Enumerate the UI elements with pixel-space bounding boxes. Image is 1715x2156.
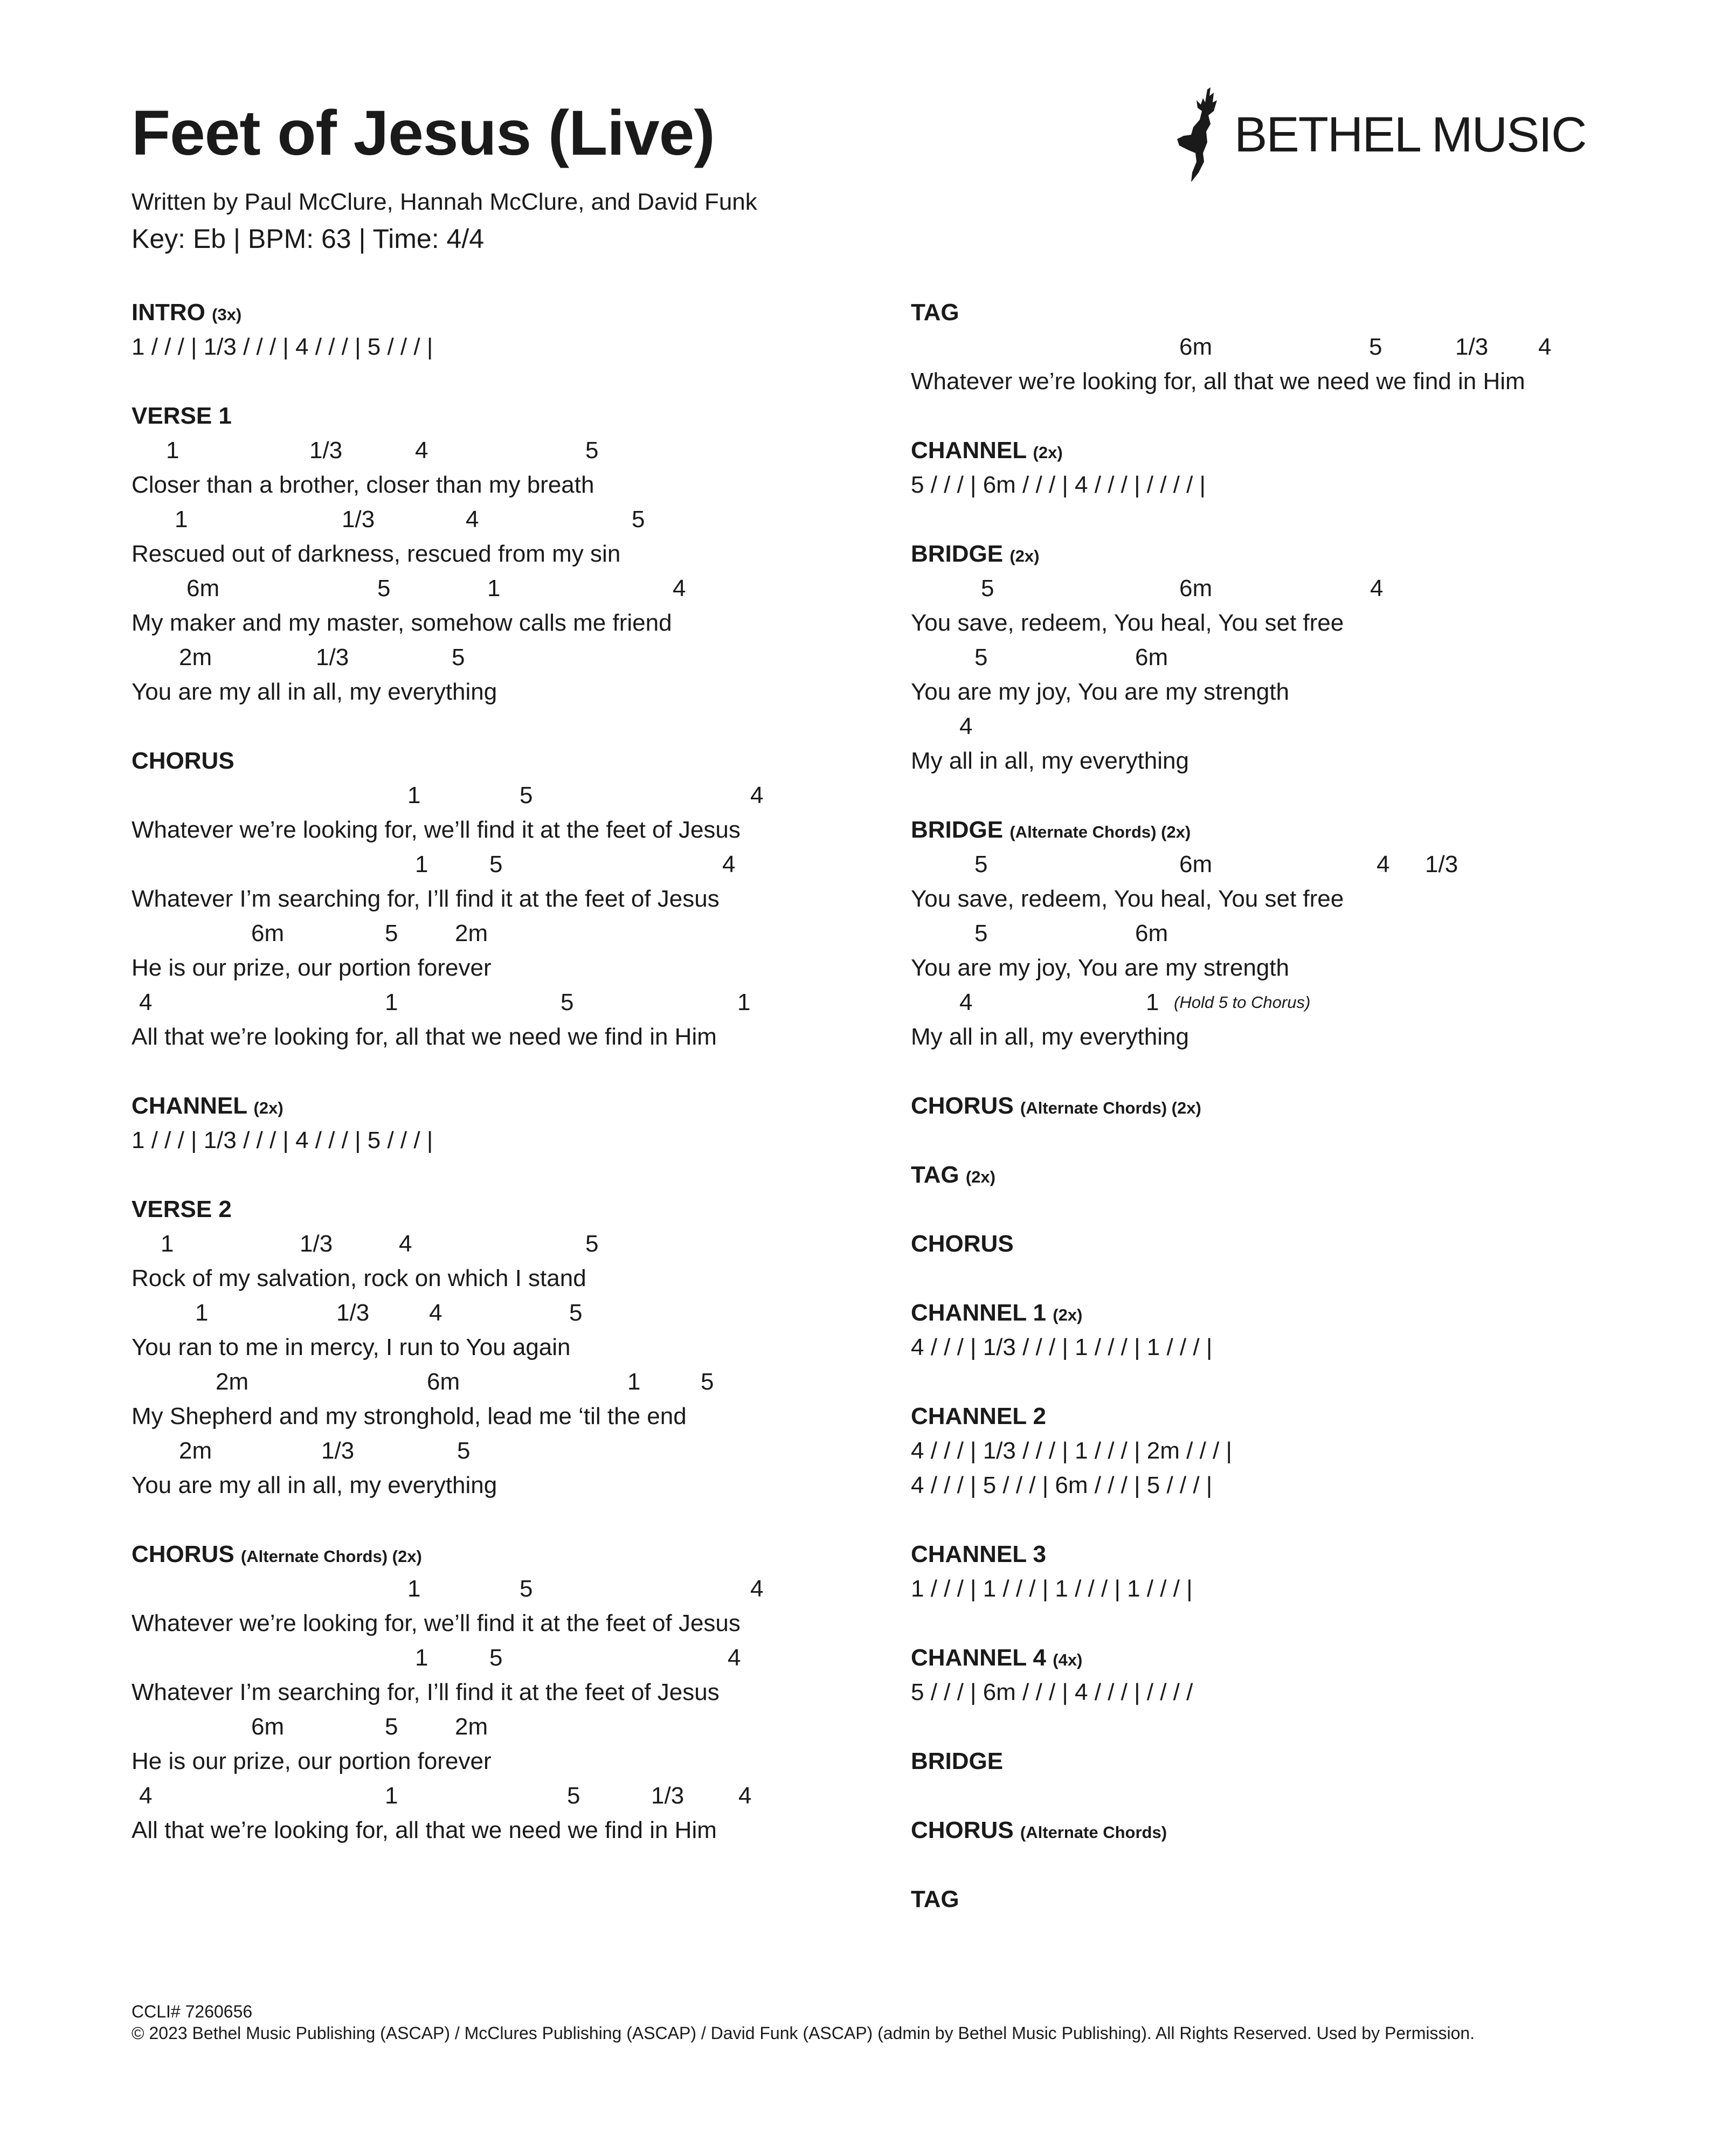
chord: 5 — [569, 1300, 583, 1326]
section-heading: CHORUS — [132, 748, 234, 774]
section-heading: CHANNEL (2x) — [911, 437, 1063, 464]
chord: 4 — [673, 575, 686, 602]
chord-line — [132, 1779, 886, 1813]
chord: 1/3 — [300, 1231, 333, 1257]
chord-line — [132, 847, 886, 882]
chord-line — [132, 916, 886, 951]
section-heading: CHANNEL 4 (4x) — [911, 1644, 1083, 1671]
performance-note: (Hold 5 to Chorus) — [1174, 993, 1311, 1012]
chord-line — [132, 571, 886, 606]
logo-wordmark: BETHEL MUSIC — [1234, 107, 1586, 162]
chord: 1 — [1146, 989, 1159, 1015]
section-channel-3 — [911, 1537, 1612, 1606]
section-bridge — [911, 537, 1612, 778]
chord-line — [132, 1572, 886, 1606]
chord: 5 — [974, 644, 988, 671]
section-intro — [132, 295, 886, 364]
lyric-line: You are my joy, You are my strength — [911, 679, 1289, 705]
chord: 1 — [737, 989, 751, 1015]
bar-chart-line: 5 / / / | 6m / / / | 4 / / / | / / / / | — [911, 472, 1206, 498]
bar-chart-line: 1 / / / | 1/3 / / / | 4 / / / | 5 / / / | — [132, 334, 433, 360]
chord: 4 — [959, 989, 973, 1015]
chord-line — [911, 985, 1612, 1020]
chord: 5 — [377, 575, 391, 602]
chord: 1 — [407, 782, 421, 808]
section-chorus-alt — [132, 1537, 886, 1848]
chord: 5 — [489, 1644, 503, 1671]
bar-chart-line: 5 / / / | 6m / / / | 4 / / / | / / / / — [911, 1679, 1193, 1705]
bar-chart-line: 4 / / / | 1/3 / / / | 1 / / / | 2m / / / | — [911, 1438, 1232, 1464]
section-heading: TAG — [911, 1886, 959, 1912]
lyric-line: All that we’re looking for, all that we need we find in Him — [132, 1817, 717, 1843]
chord: 5 — [520, 1575, 533, 1602]
section-heading: CHORUS (Alternate Chords) — [911, 1817, 1167, 1843]
stag-head-icon — [1175, 86, 1227, 183]
section-heading: TAG (2x) — [911, 1162, 995, 1188]
lyric-line: You are my joy, You are my strength — [911, 955, 1289, 981]
chord: 1/3 — [316, 644, 349, 671]
song-title: Feet of Jesus (Live) — [132, 98, 715, 169]
chord: 5 — [457, 1438, 471, 1464]
section-heading: CHORUS — [911, 1231, 1014, 1257]
chord-line — [132, 778, 886, 813]
chord: 5 — [567, 1782, 580, 1809]
chord-line — [911, 847, 1612, 882]
section-chorus-alt-2x — [911, 1089, 1612, 1123]
songwriters: Written by Paul McClure, Hannah McClure, and David Funk — [132, 189, 757, 215]
left-column — [132, 295, 886, 1882]
lyric-line: All that we’re looking for, all that we need we find in Him — [132, 1024, 717, 1050]
chord: 2m — [455, 1713, 488, 1740]
lyric-line: Whatever we’re looking for, we’ll find it at the feet of Jesus — [132, 1610, 741, 1636]
section-heading: CHORUS (Alternate Chords) (2x) — [911, 1093, 1201, 1119]
section-chorus-alt-end — [911, 1813, 1612, 1848]
lyric-line: He is our prize, our portion forever — [132, 955, 492, 981]
chord: 2m — [179, 644, 212, 671]
chord: 4 — [139, 1782, 153, 1809]
chord-line — [132, 1296, 886, 1330]
chord: 5 — [452, 644, 465, 671]
chord: 2m — [179, 1438, 212, 1464]
chord: 5 — [974, 851, 988, 877]
section-heading: VERSE 1 — [132, 403, 232, 429]
chord: 1/3 — [336, 1300, 370, 1326]
section-heading: BRIDGE — [911, 1748, 1004, 1774]
chord: 5 — [585, 437, 599, 464]
lyric-line: My maker and my master, somehow calls me friend — [132, 610, 672, 636]
bar-chart-line: 4 / / / | 1/3 / / / | 1 / / / | 1 / / / | — [911, 1334, 1213, 1360]
chord-line — [911, 916, 1612, 951]
chord: 5 — [1369, 334, 1382, 360]
chord: 5 — [585, 1231, 599, 1257]
chord: 1 — [166, 437, 179, 464]
chord: 5 — [520, 782, 533, 808]
chord-line — [132, 1227, 886, 1261]
chord: 1 — [385, 1782, 398, 1809]
chord-line — [911, 709, 1612, 744]
chord: 1 — [161, 1231, 174, 1257]
section-heading: CHORUS (Alternate Chords) (2x) — [132, 1541, 422, 1567]
chord-line — [132, 1434, 886, 1468]
bar-chart-line: 1 / / / | 1/3 / / / | 4 / / / | 5 / / / | — [132, 1127, 433, 1153]
section-channel — [132, 1089, 886, 1158]
section-heading: BRIDGE (Alternate Chords) (2x) — [911, 817, 1191, 843]
chord: 5 — [489, 851, 503, 877]
section-heading: BRIDGE (2x) — [911, 541, 1040, 567]
lyric-line: Rock of my salvation, rock on which I stand — [132, 1265, 586, 1291]
chord: 1 — [175, 506, 188, 533]
chord: 4 — [139, 989, 153, 1015]
key-bpm-time: Key: Eb | BPM: 63 | Time: 4/4 — [132, 224, 485, 254]
bethel-music-logo — [1175, 86, 1585, 183]
section-heading: CHANNEL 3 — [911, 1541, 1047, 1567]
section-heading: CHANNEL 1 (2x) — [911, 1300, 1083, 1326]
bar-chart-line: 1 / / / | 1 / / / | 1 / / / | 1 / / / | — [911, 1575, 1193, 1602]
chord: 5 — [385, 1713, 398, 1740]
chord: 1/3 — [342, 506, 375, 533]
chord: 6m — [251, 920, 285, 946]
lyric-line: My Shepherd and my stronghold, lead me ‘til the end — [132, 1403, 687, 1429]
chord-line — [132, 1641, 886, 1675]
chord: 1/3 — [1425, 851, 1458, 877]
section-tag-end — [911, 1882, 1612, 1917]
chord-line — [132, 502, 886, 537]
lyric-line: Whatever I’m searching for, I’ll find it at the feet of Jesus — [132, 1679, 720, 1705]
chord: 6m — [427, 1369, 460, 1395]
chord: 4 — [1538, 334, 1552, 360]
section-heading: VERSE 2 — [132, 1196, 232, 1222]
section-verse-2 — [132, 1192, 886, 1503]
lyric-line: Closer than a brother, closer than my breath — [132, 472, 594, 498]
chord: 4 — [429, 1300, 442, 1326]
chord: 6m — [1179, 851, 1213, 877]
lyric-line: He is our prize, our portion forever — [132, 1748, 492, 1774]
copyright-footer — [132, 2001, 1587, 2044]
chord: 5 — [974, 920, 988, 946]
chord: 5 — [701, 1369, 714, 1395]
lyric-line: Whatever I’m searching for, I’ll find it at the feet of Jesus — [132, 886, 720, 912]
chord: 1/3 — [321, 1438, 355, 1464]
chord-line — [132, 1710, 886, 1744]
section-bridge-alt — [911, 813, 1612, 1054]
chord: 4 — [1370, 575, 1384, 602]
lyric-line: My all in all, my everything — [911, 748, 1189, 774]
section-verse-1 — [132, 399, 886, 709]
chord: 4 — [399, 1231, 412, 1257]
section-channel-1 — [911, 1296, 1612, 1365]
chord: 5 — [385, 920, 398, 946]
section-channel-right — [911, 433, 1612, 502]
section-heading: TAG — [911, 299, 959, 326]
chord: 1/3 — [1455, 334, 1489, 360]
lyric-line: You ran to me in mercy, I run to You again — [132, 1334, 571, 1360]
chord: 6m — [186, 575, 220, 602]
chord: 6m — [1135, 644, 1168, 671]
chord: 4 — [959, 713, 973, 740]
chord: 5 — [632, 506, 645, 533]
lyric-line: You are my all in all, my everything — [132, 1472, 497, 1498]
chord: 4 — [415, 437, 428, 464]
section-heading: INTRO (3x) — [132, 299, 242, 326]
chord: 1 — [415, 1644, 428, 1671]
chord-line — [132, 985, 886, 1020]
chord: 1/3 — [651, 1782, 684, 1809]
section-tag — [911, 295, 1612, 399]
chord: 6m — [1179, 575, 1213, 602]
chord: 5 — [981, 575, 994, 602]
copyright-notice: © 2023 Bethel Music Publishing (ASCAP) / McClures Publishing (ASCAP) / David Funk (ASCAP) (admin by Bethel Music Publishing). All Rights Reserved. Used by Permission. — [132, 2023, 1475, 2043]
chord: 4 — [466, 506, 479, 533]
section-tag-2x — [911, 1158, 1612, 1192]
chord: 6m — [1135, 920, 1168, 946]
chord: 6m — [1179, 334, 1213, 360]
section-heading: CHANNEL (2x) — [132, 1093, 283, 1119]
right-column — [911, 295, 1612, 1951]
section-bridge-end — [911, 1744, 1612, 1779]
chord: 1 — [407, 1575, 421, 1602]
chord: 1 — [627, 1369, 641, 1395]
chord: 4 — [728, 1644, 741, 1671]
chord: 1 — [415, 851, 428, 877]
chord-line — [132, 433, 886, 468]
chord: 1 — [195, 1300, 209, 1326]
chord-line — [132, 1365, 886, 1399]
chord: 1/3 — [309, 437, 343, 464]
ccli-number: CCLI# 7260656 — [132, 2002, 253, 2021]
chord-line — [911, 571, 1612, 606]
section-heading: CHANNEL 2 — [911, 1403, 1047, 1429]
lyric-line: You save, redeem, You heal, You set free — [911, 610, 1344, 636]
chord: 1 — [385, 989, 398, 1015]
chord-line — [132, 640, 886, 675]
lyric-line: You save, redeem, You heal, You set free — [911, 886, 1344, 912]
chord: 4 — [738, 1782, 752, 1809]
bar-chart-line: 4 / / / | 5 / / / | 6m / / / | 5 / / / | — [911, 1472, 1213, 1498]
chord-line — [911, 330, 1612, 364]
chord-line — [911, 640, 1612, 675]
chord: 2m — [455, 920, 488, 946]
section-chorus-repeat — [911, 1227, 1612, 1261]
section-channel-4 — [911, 1641, 1612, 1710]
chord: 2m — [216, 1369, 249, 1395]
chord: 4 — [722, 851, 736, 877]
chord: 4 — [750, 1575, 764, 1602]
chord: 4 — [1377, 851, 1390, 877]
section-channel-2 — [911, 1399, 1612, 1503]
chord: 4 — [750, 782, 764, 808]
section-chorus — [132, 744, 886, 1054]
lyric-line: Rescued out of darkness, rescued from my sin — [132, 541, 621, 567]
chord: 1 — [487, 575, 501, 602]
chord: 5 — [561, 989, 574, 1015]
lyric-line: Whatever we’re looking for, we’ll find it at the feet of Jesus — [132, 817, 741, 843]
chord: 6m — [251, 1713, 285, 1740]
lyric-line: You are my all in all, my everything — [132, 679, 497, 705]
lyric-line: Whatever we’re looking for, all that we need we find in Him — [911, 368, 1525, 395]
lyric-line: My all in all, my everything — [911, 1024, 1189, 1050]
